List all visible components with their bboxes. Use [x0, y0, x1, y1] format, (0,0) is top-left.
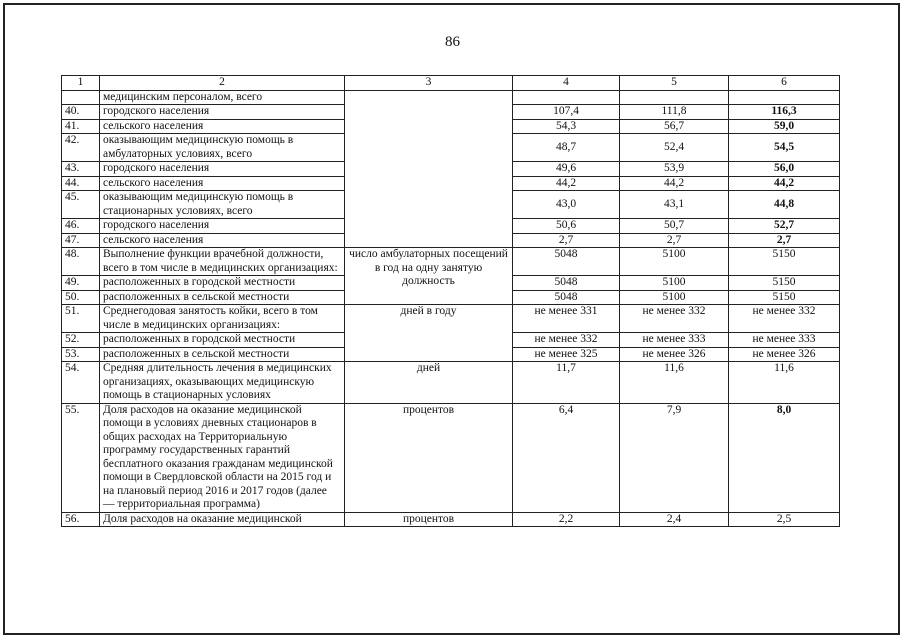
row-description: медицинским персоналом, всего: [100, 90, 345, 105]
row-value-6: 2,5: [729, 512, 840, 527]
row-number: 43.: [62, 162, 100, 177]
row-value-4: 5048: [513, 290, 620, 305]
table-row: [62, 90, 840, 105]
row-description: Доля расходов на оказание медицинской: [100, 512, 345, 527]
row-value-4: 5048: [513, 276, 620, 291]
table-row: [62, 403, 840, 512]
row-value-5: 43,1: [620, 191, 729, 219]
row-number: 49.: [62, 276, 100, 291]
row-value-6: 56,0: [729, 162, 840, 177]
row-number: 56.: [62, 512, 100, 527]
row-description: оказывающим медицинскую помощь в амбулаторных условиях, всего: [100, 134, 345, 162]
row-unit: процентов: [345, 403, 513, 512]
row-unit: [345, 90, 513, 248]
row-value-6: 44,8: [729, 191, 840, 219]
row-value-4: [513, 90, 620, 105]
table-row: [62, 248, 840, 276]
row-description: Выполнение функции врачебной должности, всего в том числе в медицинских организациях:: [100, 248, 345, 276]
row-value-6: [729, 90, 840, 105]
row-value-5: 52,4: [620, 134, 729, 162]
row-number: 53.: [62, 347, 100, 362]
row-value-6: 5150: [729, 290, 840, 305]
row-description: сельского населения: [100, 233, 345, 248]
row-description: городского населения: [100, 219, 345, 234]
row-value-5: [620, 90, 729, 105]
row-value-4: 49,6: [513, 162, 620, 177]
row-description: расположенных в городской местности: [100, 276, 345, 291]
row-number: 51.: [62, 305, 100, 333]
row-unit: дней в году: [345, 305, 513, 362]
header-col-6: 6: [729, 76, 840, 91]
row-value-5: 5100: [620, 276, 729, 291]
row-value-4: 48,7: [513, 134, 620, 162]
row-description: Среднегодовая занятость койки, всего в том числе в медицинских организациях:: [100, 305, 345, 333]
row-value-4: не менее 331: [513, 305, 620, 333]
row-value-5: 50,7: [620, 219, 729, 234]
header-col-1: 1: [62, 76, 100, 91]
row-value-4: не менее 332: [513, 333, 620, 348]
table-row: [62, 305, 840, 333]
row-number: 40.: [62, 105, 100, 120]
row-value-5: 7,9: [620, 403, 729, 512]
row-value-5: не менее 326: [620, 347, 729, 362]
row-number: 45.: [62, 191, 100, 219]
row-value-4: 11,7: [513, 362, 620, 404]
row-value-5: 5100: [620, 248, 729, 276]
row-value-5: не менее 332: [620, 305, 729, 333]
row-value-6: 116,3: [729, 105, 840, 120]
row-number: [62, 90, 100, 105]
row-number: 54.: [62, 362, 100, 404]
row-value-4: 107,4: [513, 105, 620, 120]
row-description: сельского населения: [100, 176, 345, 191]
row-value-6: 2,7: [729, 233, 840, 248]
indicators-table: [61, 75, 840, 527]
row-value-6: 5150: [729, 248, 840, 276]
row-value-6: 11,6: [729, 362, 840, 404]
row-number: 42.: [62, 134, 100, 162]
row-value-4: 2,2: [513, 512, 620, 527]
row-number: 55.: [62, 403, 100, 512]
row-description: городского населения: [100, 105, 345, 120]
row-description: расположенных в сельской местности: [100, 290, 345, 305]
row-value-5: не менее 333: [620, 333, 729, 348]
row-value-6: 54,5: [729, 134, 840, 162]
row-unit: процентов: [345, 512, 513, 527]
row-description: городского населения: [100, 162, 345, 177]
page-number: 86: [445, 34, 460, 50]
row-description: расположенных в городской местности: [100, 333, 345, 348]
row-value-6: 52,7: [729, 219, 840, 234]
row-value-6: 8,0: [729, 403, 840, 512]
row-value-4: 2,7: [513, 233, 620, 248]
row-description: оказывающим медицинскую помощь в стационарных условиях, всего: [100, 191, 345, 219]
row-value-4: 44,2: [513, 176, 620, 191]
row-number: 47.: [62, 233, 100, 248]
row-value-4: 54,3: [513, 119, 620, 134]
row-value-5: 53,9: [620, 162, 729, 177]
row-value-4: 6,4: [513, 403, 620, 512]
row-value-5: 56,7: [620, 119, 729, 134]
row-number: 41.: [62, 119, 100, 134]
table-header-row: [62, 76, 840, 91]
row-value-4: 43,0: [513, 191, 620, 219]
row-value-6: не менее 326: [729, 347, 840, 362]
row-description: Средняя длительность лечения в медицинских организациях, оказывающих медицинскую помощь в стационарных условиях: [100, 362, 345, 404]
row-number: 46.: [62, 219, 100, 234]
row-unit: дней: [345, 362, 513, 404]
row-value-6: 5150: [729, 276, 840, 291]
row-description: Доля расходов на оказание медицинской помощи в условиях дневных стационаров в общих расходах на Территориальную программу государственных гарантий бесплатного оказания гражданам медицинской помощи в Свердловской области на 2015 год и на плановый период 2016 и 2017 годов (далее — территориальная программа): [100, 403, 345, 512]
header-col-4: 4: [513, 76, 620, 91]
row-value-5: 111,8: [620, 105, 729, 120]
row-number: 44.: [62, 176, 100, 191]
row-value-6: не менее 333: [729, 333, 840, 348]
row-value-5: 2,7: [620, 233, 729, 248]
row-value-6: не менее 332: [729, 305, 840, 333]
row-number: 48.: [62, 248, 100, 276]
header-col-3: 3: [345, 76, 513, 91]
header-col-2: 2: [100, 76, 345, 91]
row-value-4: не менее 325: [513, 347, 620, 362]
row-value-4: 5048: [513, 248, 620, 276]
row-value-5: 11,6: [620, 362, 729, 404]
row-description: сельского населения: [100, 119, 345, 134]
row-value-6: 59,0: [729, 119, 840, 134]
row-value-5: 2,4: [620, 512, 729, 527]
table-row: [62, 362, 840, 404]
row-value-6: 44,2: [729, 176, 840, 191]
table-row: [62, 512, 840, 527]
row-value-5: 5100: [620, 290, 729, 305]
row-value-4: 50,6: [513, 219, 620, 234]
row-number: 52.: [62, 333, 100, 348]
header-col-5: 5: [620, 76, 729, 91]
row-unit: число амбулаторных посещений в год на одну занятую должность: [345, 248, 513, 305]
row-number: 50.: [62, 290, 100, 305]
row-value-5: 44,2: [620, 176, 729, 191]
row-description: расположенных в сельской местности: [100, 347, 345, 362]
